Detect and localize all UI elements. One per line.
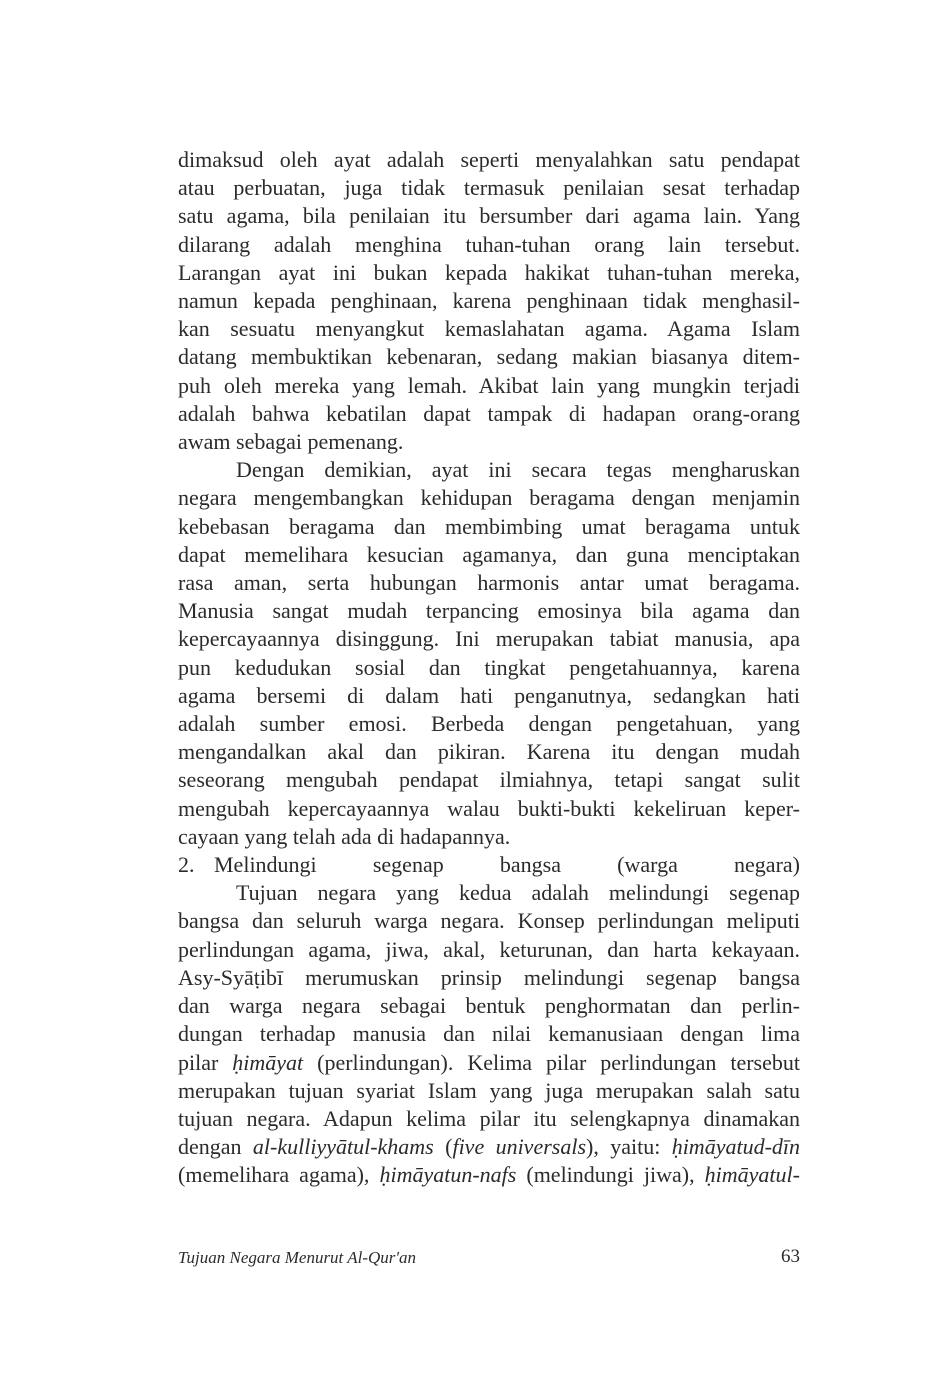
section-number: 2. [178,852,195,878]
text-line: mengandalkan akal dan pikiran. Karena itu dengan mudah [178,739,800,765]
text-line: pun kedudukan sosial dan tingkat pengetahuannya, karena [178,654,800,680]
text-line: tujuan negara. Adapun kelima pilar itu selengkapnya dinamakan [178,1105,800,1131]
italic-term: ḥimāyatun-nafs [379,1162,517,1188]
text-run: ( [433,1134,453,1160]
text-line: namun kepada penghinaan, karena penghinaan tidak menghasil- [178,288,800,314]
section-title: Melindungi segenap bangsa (warga negara) [214,852,800,878]
text-line: Dengan demikian, ayat ini secara tegas mengharuskan [236,457,800,483]
text-line: cayaan yang telah ada di hadapannya. [178,823,511,849]
running-footer-title: Tujuan Negara Menurut Al-Qur'an [178,1248,417,1267]
text-line [178,1133,800,1161]
text-line: Larangan ayat ini bukan kepada hakikat tuhan-tuhan mereka, [178,259,800,285]
text-line: datang membuktikan kebenaran, sedang makian biasanya ditem- [178,344,800,370]
text-line: Asy-Syāṭibī merumuskan prinsip melindungi segenap bangsa [178,964,800,990]
text-line: satu agama, bila penilaian itu bersumber dari agama lain. Yang [178,203,800,229]
text-line: puh oleh mereka yang lemah. Akibat lain yang mungkin terjadi [178,372,800,398]
italic-term: ḥimāyatul- [704,1162,800,1188]
text-line: dan warga negara sebagai bentuk penghormatan dan perlin- [178,993,800,1019]
text-line: adalah sumber emosi. Berbeda dengan pengetahuan, yang [178,711,800,737]
section-heading [178,851,800,879]
text-line: kebebasan beragama dan membimbing umat beragama untuk [178,513,800,539]
text-line: rasa aman, serta hubungan harmonis antar umat beragama. [178,570,800,596]
italic-term: ḥimāyatud-dīn [671,1134,801,1160]
italic-term: ḥimāyat [232,1049,304,1075]
text-run: ), yaitu: [586,1134,672,1160]
text-run: dengan [178,1134,253,1160]
text-line: merupakan tujuan syariat Islam yang juga merupakan salah satu [178,1077,800,1103]
italic-term: al-kulliyyātul-khams [252,1134,434,1160]
text-line: dungan terhadap manusia dan nilai kemanusiaan dengan lima [178,1021,800,1047]
text-run: (melindungi jiwa), [516,1162,705,1188]
text-line [178,1161,800,1189]
text-line: bangsa dan seluruh warga negara. Konsep perlindungan meliputi [178,908,800,934]
page-number: 63 [781,1246,800,1267]
text-line: awam sebagai pemenang. [178,429,404,455]
text-line: kepercayaannya disinggung. Ini merupakan tabiat manusia, apa [178,626,800,652]
text-line: adalah bahwa kebatilan dapat tampak di hadapan orang-orang [178,400,800,426]
text-line: Tujuan negara yang kedua adalah melindungi segenap [236,880,800,906]
text-run: (memelihara agama), [178,1162,380,1188]
text-line: dilarang adalah menghina tuhan-tuhan orang lain tersebut. [178,231,800,257]
paragraph-2 [178,456,800,851]
text-line: perlindungan agama, jiwa, akal, keturunan, dan harta kekayaan. [178,936,800,962]
italic-term: five universals [452,1134,587,1160]
text-line: kan sesuatu menyangkut kemaslahatan agama. Agama Islam [178,316,800,342]
paragraph-3 [178,879,800,1189]
text-line: Manusia sangat mudah terpancing emosinya bila agama dan [178,598,800,624]
text-line: atau perbuatan, juga tidak termasuk penilaian sesat terhadap [178,175,800,201]
text-line: dimaksud oleh ayat adalah seperti menyalahkan satu pendapat [178,147,800,172]
body-text [178,146,800,1190]
text-line: seseorang mengubah pendapat ilmiahnya, tetapi sangat sulit [178,767,800,793]
text-line: agama bersemi di dalam hati penganutnya, sedangkan hati [178,682,800,708]
paragraph-1 [178,146,800,456]
text-run: pilar [178,1049,233,1075]
text-line [178,1049,800,1077]
text-run: (perlindungan). Kelima pilar perlindungan tersebut [303,1049,800,1075]
text-line: dapat memelihara kesucian agamanya, dan guna menciptakan [178,541,800,567]
text-line: mengubah kepercayaannya walau bukti-bukti kekeliruan keper- [178,795,800,821]
text-line: negara mengembangkan kehidupan beragama dengan menjamin [178,485,800,511]
